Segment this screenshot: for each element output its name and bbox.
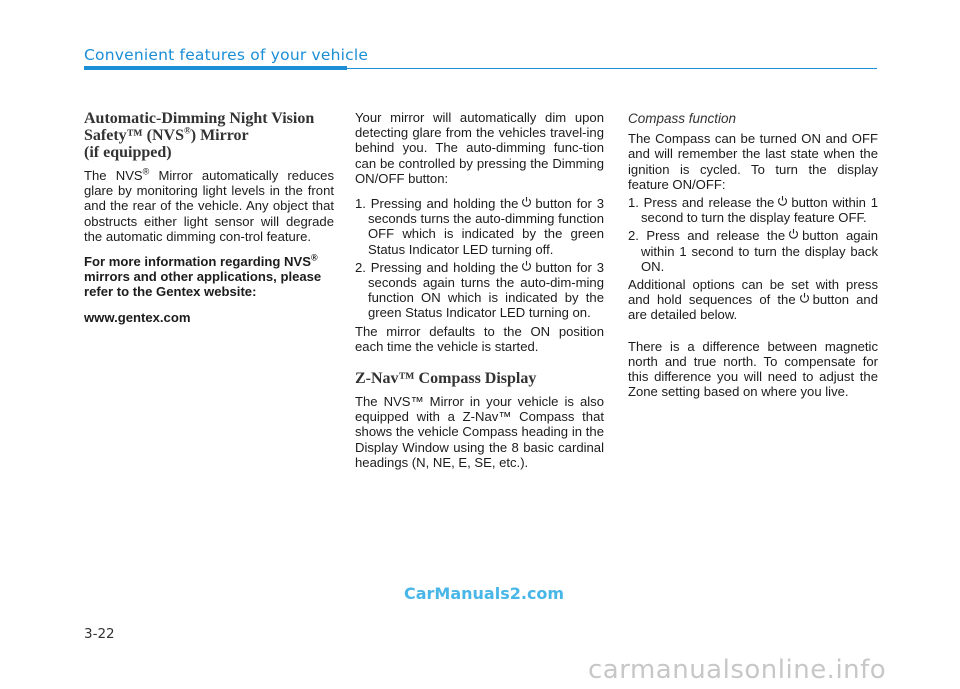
compass-function-subheading: Compass function <box>628 111 737 126</box>
nvs-mirror-heading: Automatic-Dimming Night Vision Safety™ (NVS®) Mirror (if equipped) <box>84 110 315 161</box>
header-rule-thin <box>347 68 877 69</box>
header-rule-thick <box>84 66 347 70</box>
list-item: 1. Pressing and holding the button for 3 seconds turns the auto-dimming function OFF which is indicated by the green Status Indicator LED turning off. <box>355 196 604 257</box>
section-header: Convenient features of your vehicle <box>84 46 369 64</box>
dimming-steps <box>355 196 604 321</box>
list-item: 1. Press and release the button within 1 second to turn the display feature OFF. <box>628 195 878 226</box>
watermark-carmanualsonline: carmanualsonline.info <box>588 655 887 685</box>
dimming-intro: Your mirror will automatically dim upon detecting glare from the vehicles travel-ing behind you. The auto-dimming func-tion can be controlled by pressing the Dimming ON/OFF button: <box>355 110 604 186</box>
compass-description: The NVS™ Mirror in your vehicle is also equipped with a Z-Nav™ Compass that shows the vehicle Compass heading in the Display Window using the 8 basic cardinal headings (N, NE, E, SE, etc.). <box>355 394 604 470</box>
additional-options: Additional options can be set with press and hold sequences of the button and are detailed below. <box>628 277 878 323</box>
right-column <box>628 111 878 409</box>
nvs-description: The NVS® Mirror automatically reduces glare by monitoring light levels in the front and the rear of the vehicle. Any object that obstructs either light sensor will degrade the automatic dimming con-trol feature. <box>84 166 335 244</box>
middle-column <box>355 110 604 480</box>
gentex-info: For more information regarding NVS® mirrors and other applications, please refer to the Gentex website: <box>84 252 322 300</box>
power-button-icon <box>521 196 532 207</box>
mirror-default: The mirror defaults to the ON position each time the vehicle is started. <box>355 323 604 354</box>
gentex-url: www.gentex.com <box>84 309 191 325</box>
list-item: 2. Press and release the button again within 1 second to turn the display back ON. <box>628 228 878 274</box>
power-button-icon <box>788 228 799 239</box>
power-button-icon <box>521 260 532 271</box>
compass-intro: The Compass can be turned ON and OFF and will remember the last state when the ignition is cycled. To turn the display feature ON/OFF: <box>628 131 878 192</box>
left-column <box>84 110 334 335</box>
watermark-carmanuals2[interactable]: CarManuals2.com <box>404 584 565 603</box>
magnetic-north-note: There is a difference between magnetic north and true north. To compensate for this difference you will need to adjust the Zone setting based on where you live. <box>628 338 878 400</box>
compass-steps <box>628 195 878 274</box>
page-number: 3-22 <box>84 626 115 642</box>
power-button-icon <box>777 195 788 206</box>
power-button-icon <box>799 292 810 303</box>
compass-display-heading: Z-Nav™ Compass Display <box>355 370 537 388</box>
list-item: 2. Pressing and holding the button for 3 seconds again turns the auto-dim-ming function ON which is indicated by the green Status Indicator LED turning on. <box>355 259 604 321</box>
